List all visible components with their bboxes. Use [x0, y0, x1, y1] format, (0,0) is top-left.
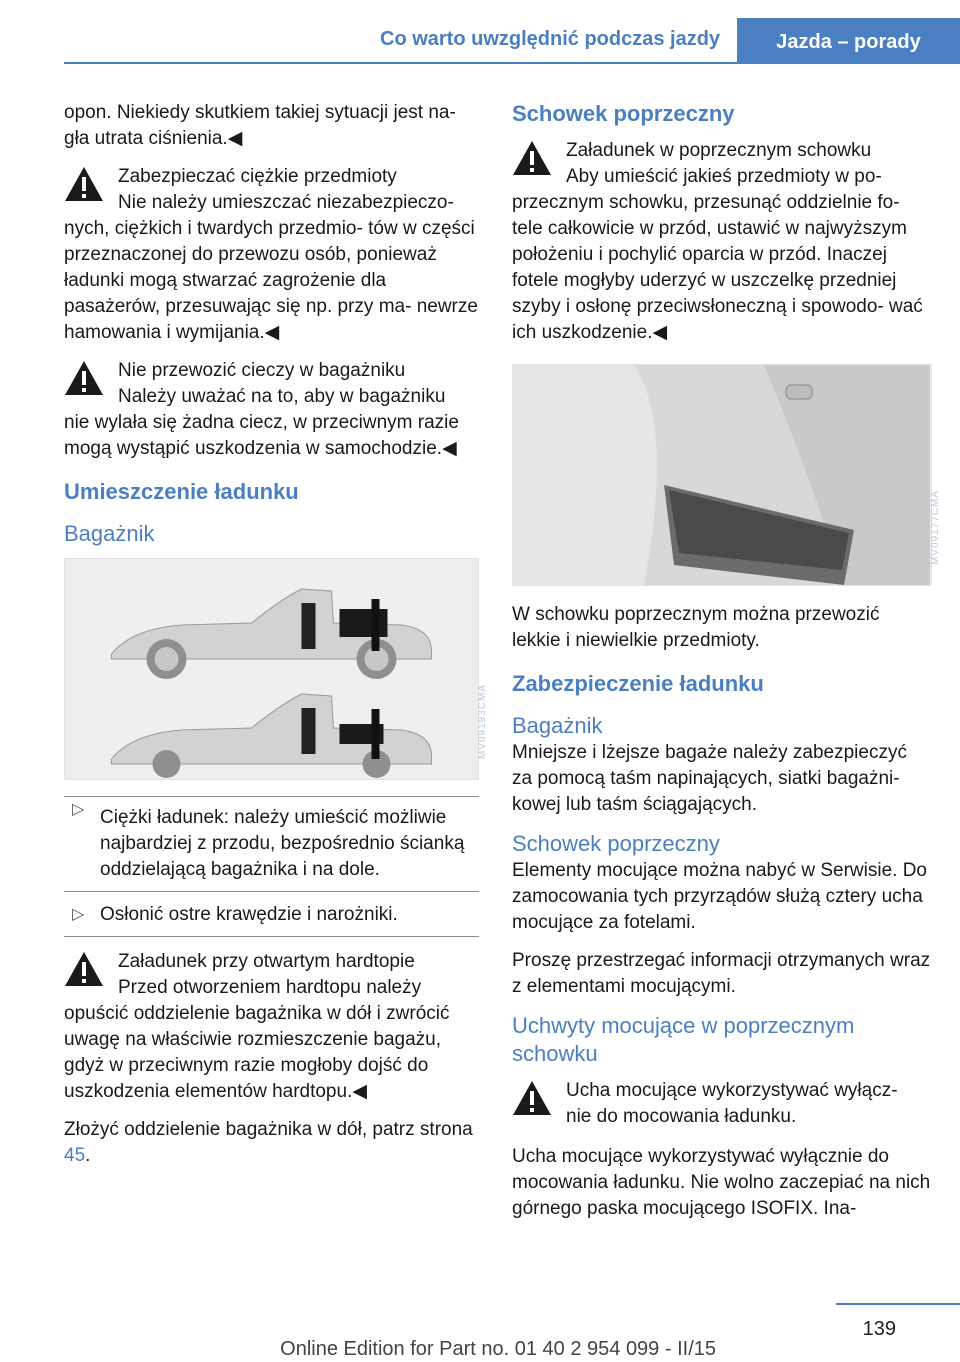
warning-first-line: Nie należy umieszczać niezabezpieczo- [118, 192, 454, 213]
closing-paragraph [64, 1117, 479, 1169]
intro-paragraph: opon. Niekiedy skutkiem takiej sytuacji jest na- gła utrata ciśnienia.◀ [64, 102, 456, 149]
triangle-bullet-icon: ▷ [72, 906, 85, 923]
subsection-heading: Schowek poprzeczny [512, 831, 720, 856]
paragraph: Proszę przestrzegać informacji otrzymanych wraz z elementami mocującymi. [512, 950, 931, 997]
warning-icon [64, 951, 104, 987]
section-heading: Schowek poprzeczny [512, 101, 735, 126]
list-item [64, 902, 479, 937]
closing-end: . [85, 1145, 91, 1166]
warning-title: Ucha mocujące wykorzystywać wyłącz- [566, 1080, 898, 1101]
warning-first-line: Należy uważać na to, aby w bagażniku [118, 386, 446, 407]
chapter-tab: Jazda – porady [737, 18, 960, 64]
paragraph: Mniejsze i lżejsze bagaże należy zabezpieczyć za pomocą taśm napinających, siatki bagażni- kowej lub taśm ściągających. [512, 742, 907, 815]
warning-icon [64, 360, 104, 396]
warning-icon [512, 140, 552, 176]
paragraph: W schowku poprzecznym można przewozić lekkie i niewielkie przedmioty. [512, 604, 880, 651]
warning-block [64, 949, 479, 1105]
car-illustration [65, 559, 478, 779]
warning-title: Zabezpieczać ciężkie przedmioty [118, 166, 397, 187]
compartment-photo [513, 365, 931, 585]
figure-code: MV09177CMA [930, 489, 941, 565]
list-item-text: Ciężki ładunek: należy umieścić możliwie najbardziej z przodu, bezpośrednio ścianką oddzielającą bagażnika i na dole. [100, 807, 465, 880]
footer-rule [836, 1303, 960, 1305]
warning-title: Załadunek w poprzecznym schowku [566, 140, 872, 161]
warning-first-line: Przed otworzeniem hardtopu należy [118, 977, 422, 998]
right-column [512, 100, 941, 1234]
paragraph: Ucha mocujące wykorzystywać wyłącznie do mocowania ładunku. Nie wolno zaczepiać na nich górnego paska mocującego ISOFIX. Ina- [512, 1146, 931, 1219]
warning-icon [64, 166, 104, 202]
warning-block [512, 138, 932, 346]
paragraph: Elementy mocujące można nabyć w Serwisie. Do zamocowania tych przyrządów służą cztery ucha mocujące za fotelami. [512, 860, 928, 933]
triangle-bullet-icon: ▷ [72, 801, 85, 818]
list-item-text: Osłonić ostre krawędzie i narożniki. [100, 904, 398, 925]
figure-code: MV09193CMA [477, 683, 488, 759]
page-reference-link[interactable]: 45 [64, 1145, 86, 1166]
warning-first-line: Aby umieścić jakieś przedmioty w po- [566, 166, 882, 187]
warning-block [64, 164, 479, 346]
warning-icon [512, 1080, 552, 1116]
subsection-heading: Bagażnik [512, 713, 603, 738]
loading-tips-list [64, 796, 479, 937]
warning-title: Załadunek przy otwartym hardtopie [118, 951, 415, 972]
subsection-heading: Uchwyty mocujące w poprzecznym schowku [512, 1013, 855, 1066]
warning-first-line: nie do mocowania ładunku. [566, 1106, 797, 1127]
warning-text: nych, ciężkich i twardych przedmio- tów w części przeznaczonej do przewozu osób, ponieważ ładunki mogą stwarzać zagrożenie dla pasażerów, przesuwając się np. przy ma- newrze hamowania i wymijania.◀ [64, 218, 478, 343]
warning-block [64, 358, 479, 462]
warning-text: nie wylała się żadna ciecz, w przeciwnym razie mogą wystąpić uszkodzenia w samochodzie.◀ [64, 412, 459, 459]
header-rule [64, 62, 960, 64]
warning-text: przecznym schowku, przesunąć oddzielnie fo- tele całkowicie w przód, ustawić w najwyższym położeniu i pochylić oparcia w przód. Inaczej fotele mogłyby uderzyć w uszczelkę przedniej szyby i osłonę przeciwsłoneczną i spowodo- wać ich uszkodzenie.◀ [512, 192, 923, 343]
closing-text: Złożyć oddzielenie bagażnika w dół, patrz strona [64, 1119, 473, 1140]
running-header-section: Co warto uwzględnić podczas jazdy [380, 28, 721, 50]
subsection-heading: Bagażnik [64, 521, 155, 546]
trunk-loading-figure [64, 558, 488, 780]
section-heading: Zabezpieczenie ładunku [512, 671, 764, 696]
warning-text: opuścić oddzielenie bagażnika w dół i zwrócić uwagę na właściwie rozmieszczenie bagażu, gdyż w przeciwnym razie mogłoby dojść do uszkodzenia elementów hardtopu.◀ [64, 1003, 450, 1102]
page-number: 139 [862, 1318, 896, 1340]
left-column [64, 100, 488, 1181]
edition-note: Online Edition for Part no. 01 40 2 954 099 - II/15 [280, 1338, 716, 1360]
cross-compartment-figure [512, 364, 941, 586]
section-heading: Umieszczenie ładunku [64, 479, 299, 504]
list-item [64, 796, 479, 892]
warning-title: Nie przewozić cieczy w bagażniku [118, 360, 406, 381]
warning-block [512, 1078, 932, 1132]
